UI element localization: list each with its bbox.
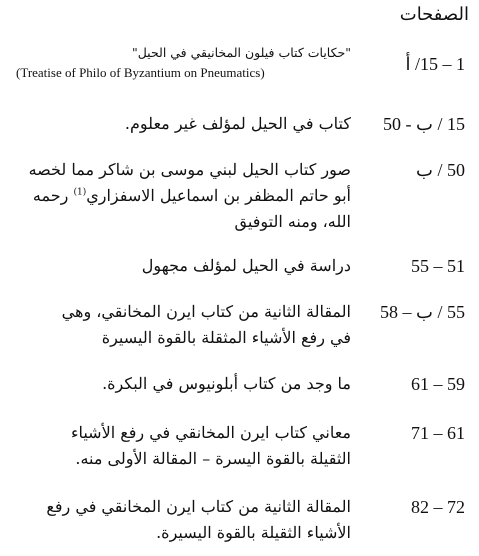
entry-line: الأشياء الثقيلة بالقوة اليسيرة. <box>156 523 351 542</box>
entry-line: المقالة الثانية من كتاب ايرن المخانقي، وهي <box>61 302 351 321</box>
entry-line: الله، ومنه التوفيق <box>234 212 351 231</box>
page-range: 1 – 15/ أ <box>405 54 465 74</box>
entry-english-title: (Treatise of Philo of Byzantium on Pneumatics) <box>16 65 265 80</box>
entry-line <box>7 183 351 209</box>
entry-title: كتاب في الحيل لمؤلف غير معلوم. <box>124 114 351 133</box>
entry-title <box>7 420 351 472</box>
entry-line: معاني كتاب ايرن المخانقي في رفع الأشياء <box>70 423 351 442</box>
entry-title: دراسة في الحيل لمؤلف مجهول <box>141 256 351 275</box>
entry-line: المقالة الثانية من كتاب ايرن المخانقي في رفع <box>46 497 351 516</box>
footnote-marker: (1) <box>73 187 87 198</box>
entry-line-part: أبو حاتم المظفر بن اسماعيل الاسفزاري <box>86 186 351 205</box>
pages-column-heading: الصفحات <box>399 4 469 25</box>
entry-title: ما وجد من كتاب أبلونيوس في البكرة. <box>102 374 351 393</box>
entry-title <box>7 494 351 546</box>
entry-line: في رفع الأشياء المثقلة بالقوة اليسيرة <box>101 328 351 347</box>
entry-line: الثقيلة بالقوة اليسرة – المقالة الأولى منه. <box>75 449 351 468</box>
entry-line-part: رحمه <box>32 186 74 205</box>
page-range: 50 / ب <box>416 160 465 180</box>
page-range: 51 – 55 <box>411 256 465 276</box>
entry-title <box>7 157 351 235</box>
page-range: 59 – 61 <box>411 374 465 394</box>
page-range: 61 – 71 <box>411 423 465 443</box>
page-range: 15 / ب - 50 <box>383 114 465 134</box>
page-range: 72 – 82 <box>411 497 465 517</box>
entry-title: "حكايات كتاب فيلون المخانيقي في الحيل" <box>131 45 351 60</box>
entry-line: صور كتاب الحيل لبني موسى بن شاكر مما لخصه <box>28 160 351 179</box>
entry-title <box>7 299 351 351</box>
page-range: 55 / ب – 58 <box>380 302 465 322</box>
